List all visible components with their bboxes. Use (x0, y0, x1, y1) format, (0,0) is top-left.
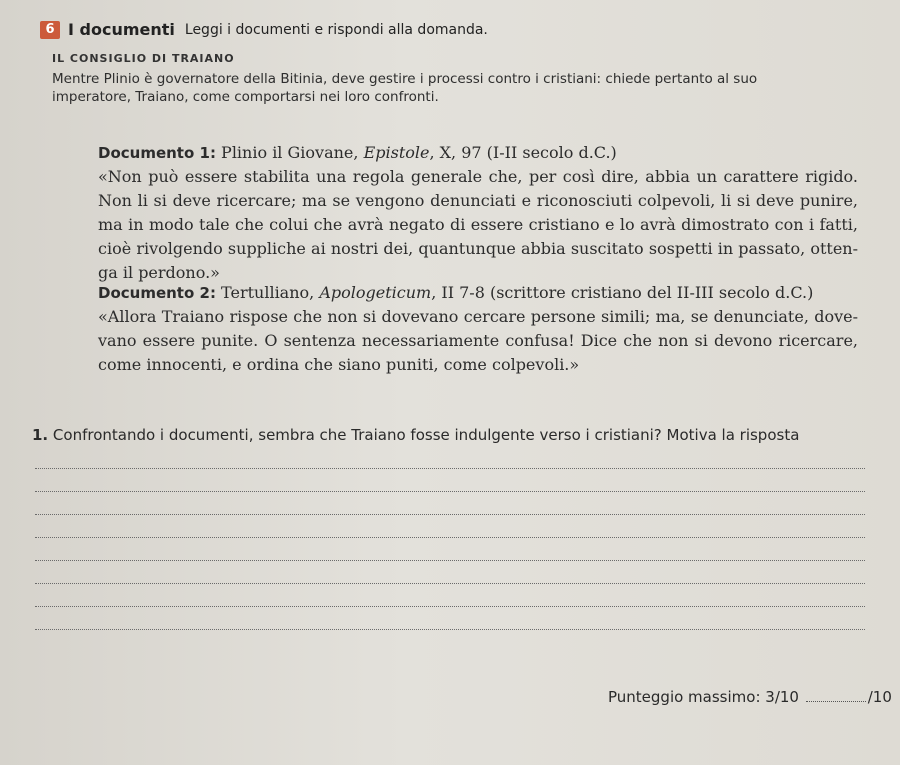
document-2-details: , II 7-8 (scrittore cristiano del II-III secolo d.C.) (431, 283, 814, 302)
document-2 (98, 281, 858, 377)
section-instruction: Leggi i documenti e rispondi alla domanda. (184, 21, 488, 38)
answer-area[interactable] (35, 446, 865, 630)
answer-line[interactable] (35, 538, 865, 561)
document-1-author: Plinio il Giovane, (221, 143, 359, 162)
answer-line[interactable] (35, 469, 865, 492)
document-1-details: , X, 97 (I-II secolo d.C.) (429, 143, 617, 162)
score-box (608, 688, 892, 706)
score-suffix: /10 (867, 688, 892, 706)
answer-line[interactable] (35, 607, 865, 630)
subheading: IL CONSIGLIO DI TRAIANO (52, 52, 235, 65)
document-1-label: Documento 1: (98, 144, 216, 162)
question-1-text: Confrontando i documenti, sembra che Traiano fosse indulgente verso i cristiani? Motiva la risposta (52, 426, 800, 444)
document-2-quote: «Allora Traiano rispose che non si dovevano cercare persone simili; ma, se denunciate, dove-vano essere punite. O sentenza necessariamente confusa! Dice che non si devono ricercare, come innocenti, e ordina che siano puniti, come colpevoli.» (98, 307, 858, 374)
document-2-author: Tertulliano, (221, 283, 315, 302)
score-label: Punteggio massimo: 3/10 (608, 688, 799, 706)
document-1-quote: «Non può essere stabilita una regola generale che, per così dire, abbia un carattere rigido. Non li si deve ricercare; ma se vengono denunciati e riconosciuti colpevoli, li si deve punire, ma in modo tale che colui che avrà negato di essere cristiano e lo avrà dimostrato con i fatti, cioè rivolgendo suppliche ai nostri dei, quantunque abbia suscitato sospetti in passato, otten-ga il perdono.» (98, 167, 858, 282)
answer-line[interactable] (35, 584, 865, 607)
section-header (40, 20, 488, 39)
section-title: I documenti (68, 20, 175, 39)
document-1-work: Epistole (363, 143, 430, 162)
document-1 (98, 141, 858, 285)
document-2-work: Apologeticum (319, 283, 432, 302)
answer-line[interactable] (35, 515, 865, 538)
exercise-number-badge: 6 (40, 21, 60, 39)
intro-text: Mentre Plinio è governatore della Bitinia, deve gestire i processi contro i cristiani: chiede pertanto al suo imperatore, Traiano, come comportarsi nei loro confronti. (52, 71, 758, 105)
score-blank[interactable] (806, 701, 866, 702)
document-1-heading (98, 141, 858, 165)
answer-line[interactable] (35, 492, 865, 515)
document-2-label: Documento 2: (98, 284, 216, 302)
document-2-heading (98, 281, 858, 305)
question-1-number: 1. (32, 426, 49, 444)
question-1 (32, 426, 862, 444)
answer-line[interactable] (35, 561, 865, 584)
answer-line[interactable] (35, 446, 865, 469)
